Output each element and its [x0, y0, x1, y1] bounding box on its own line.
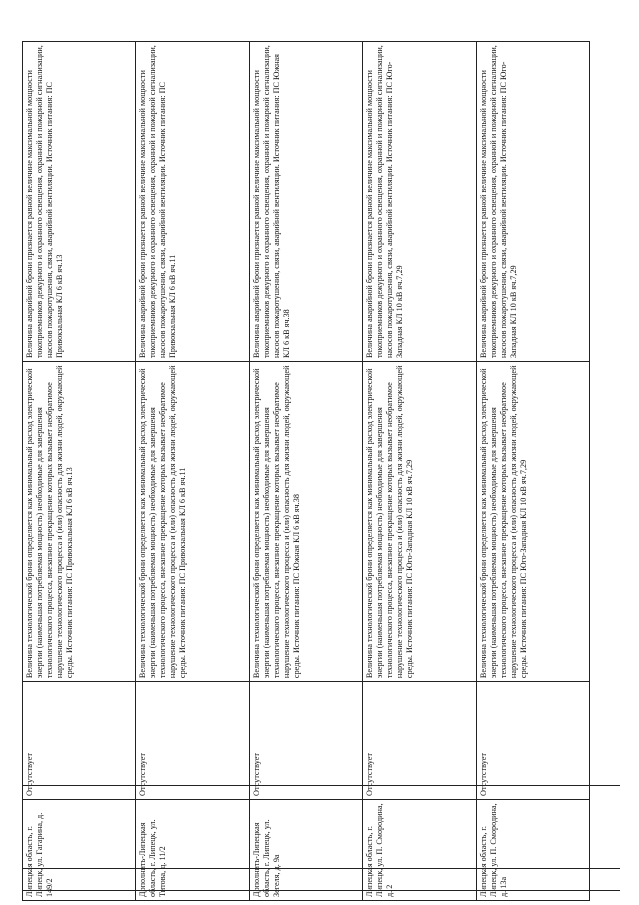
table-row [136, 42, 249, 901]
emergency-reserve-cell: Величина аварийной брони признается равной величине максимальной мощности токоприемников дежурного и охранного освещения, охранной и пожарной сигнализации, насосов пожаротушения, связи, аварийной вентиляции. Источник питания: ПС Южная КЛ 6 кВ яч.38 [249, 42, 362, 362]
address-cell: Дополнить-Липецкая область, г. Липецк, ул. Титова, д. 11/2 [136, 799, 249, 900]
technological-reserve-cell: Величина технологической брони определяется как минимальный расход электрической энергии (наименьшая потребляемая мощность) необходимые для завершения технологического процесса, внезапное прекращение которых вызывает необратимое нарушение технологического процесса и (или) опасность для жизни людей, окружающей среды. Источник питания: ПС Юго-Западная КЛ 10 кВ яч.7,29 [476, 362, 589, 682]
absent-cell: Отсутствует [249, 682, 362, 800]
address-cell: Липецкая область, г. Липецк, ул. Гагарина, д. 149/2 [23, 799, 136, 900]
absent-cell: Отсутствует [136, 682, 249, 800]
table-row [363, 42, 476, 901]
table-row [476, 42, 589, 901]
technological-reserve-cell: Величина технологической брони определяется как минимальный расход электрической энергии (наименьшая потребляемая мощность) необходимые для завершения технологического процесса, внезапное прекращение которых вызывает необратимое нарушение технологического процесса и (или) опасность для жизни людей, окружающей среды. Источник питания: ПС Привокзальная КЛ 6 кВ яч.11 [136, 362, 249, 682]
emergency-reserve-cell: Величина аварийной брони признается равной величине максимальной мощности токоприемников дежурного и охранного освещения, охранной и пожарной сигнализации, насосов пожаротушения, связи, аварийной вентиляции. Источник питания: ПС Привокзальная КЛ 6 кВ яч.13 [23, 42, 136, 362]
absent-cell: Отсутствует [23, 682, 136, 800]
table-row [249, 42, 362, 901]
emergency-reserve-cell: Величина аварийной брони признается равной величине максимальной мощности токоприемников дежурного и охранного освещения, охранной и пожарной сигнализации, насосов пожаротушения, связи, аварийной вентиляции. Источник питания: ПС Юго-Западная КЛ 10 кВ яч.7,29 [363, 42, 476, 362]
technological-reserve-cell: Величина технологической брони определяется как минимальный расход электрической энергии (наименьшая потребляемая мощность) необходимые для завершения технологического процесса, внезапное прекращение которых вызывает необратимое нарушение технологического процесса и (или) опасность для жизни людей, окружающей среды. Источник питания: ПС Привокзальная КЛ 6 кВ яч.13 [23, 362, 136, 682]
technological-reserve-cell: Величина технологической брони определяется как минимальный расход электрической энергии (наименьшая потребляемая мощность) необходимые для завершения технологического процесса, внезапное прекращение которых вызывает необратимое нарушение технологического процесса и (или) опасность для жизни людей, окружающей среды. Источник питания: ПС Южная КЛ 6 кВ яч.38 [249, 362, 362, 682]
power-reserve-table [22, 41, 590, 901]
absent-cell: Отсутствует [363, 682, 476, 800]
address-cell: Липецкая область, г. Липецк, ул. П. Смородина, д. 2 [363, 799, 476, 900]
empty-row-divider [22, 785, 620, 786]
table-row [23, 42, 136, 901]
empty-row-divider [22, 868, 620, 869]
emergency-reserve-cell: Величина аварийной брони признается равной величине максимальной мощности токоприемников дежурного и охранного освещения, охранной и пожарной сигнализации, насосов пожаротушения, связи, аварийной вентиляции. Источник питания: ПС Юго-Западная КЛ 10 кВ яч.7,29 [476, 42, 589, 362]
address-cell: Дополнить-Липецкая область, г. Липецк, ул. Зегеля, д. 9а [249, 799, 362, 900]
emergency-reserve-cell: Величина аварийной брони признается равной величине максимальной мощности токоприемников дежурного и охранного освещения, охранной и пожарной сигнализации, насосов пожаротушения, связи, аварийной вентиляции. Источник питания: ПС Привокзальная КЛ 6 кВ яч.11 [136, 42, 249, 362]
absent-cell: Отсутствует [476, 682, 589, 800]
address-cell: Липецкая область, г. Липецк, ул. П. Смородина, д. 13а [476, 799, 589, 900]
empty-row-divider [22, 890, 620, 891]
technological-reserve-cell: Величина технологической брони определяется как минимальный расход электрической энергии (наименьшая потребляемая мощность) необходимые для завершения технологического процесса, внезапное прекращение которых вызывает необратимое нарушение технологического процесса и (или) опасность для жизни людей, окружающей среды. Источник питания: ПС Юго-Западная КЛ 10 кВ яч.7,29 [363, 362, 476, 682]
